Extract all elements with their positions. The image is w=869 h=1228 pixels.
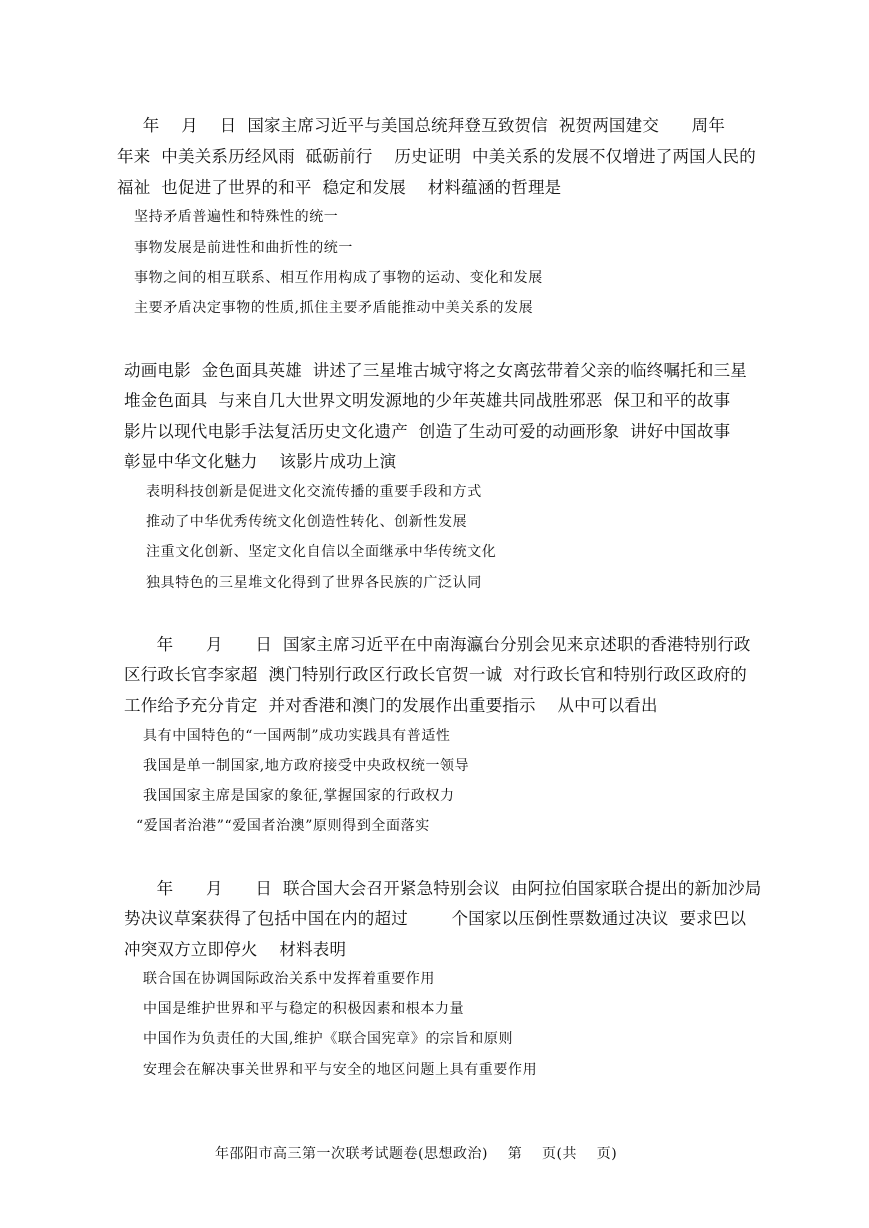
question-stem-line: 工作给予充分肯定 并对香港和澳门的发展作出重要指示 从中可以看出 [124, 696, 658, 715]
footer-text: 年邵阳市高三第一次联考试题卷(思想政治) 第 页(共 页) [215, 1146, 618, 1162]
option-b: 中国是维护世界和平与稳定的积极因素和根本力量 [143, 1001, 465, 1017]
question-stem-line: 区行政长官李家超 澳门特别行政区行政长官贺一诚 对行政长官和特别行政区政府的 [124, 665, 747, 684]
option-c: 事物之间的相互联系、相互作用构成了事物的运动、变化和发展 [134, 270, 543, 286]
question-stem-line: 年来 中美关系历经风雨 砥砺前行 历史证明 中美关系的发展不仅增进了两国人民的 [117, 147, 756, 166]
option-c: 注重文化创新、坚定文化自信以全面继承中华传统文化 [146, 544, 497, 560]
question-stem-line: 彰显中华文化魅力 该影片成功上演 [124, 452, 397, 471]
question-stem-line: 年 月 日 国家主席习近平在中南海瀛台分别会见来京述职的香港特别行政 [124, 635, 751, 654]
page-footer [0, 1127, 869, 1181]
option-c: 中国作为负责任的大国,维护《联合国宪章》的宗旨和原则 [143, 1031, 514, 1047]
option-a: 表明科技创新是促进文化交流传播的重要手段和方式 [146, 484, 482, 500]
option-c: 我国国家主席是国家的象征,掌握国家的行政权力 [143, 788, 455, 804]
option-a: 具有中国特色的“一国两制”成功实践具有普适性 [143, 728, 451, 744]
question-stem-line: 福祉 也促进了世界的和平 稳定和发展 材料蕴涵的哲理是 [117, 178, 562, 197]
option-d: 独具特色的三星堆文化得到了世界各民族的广泛认同 [146, 575, 482, 591]
option-d: 安理会在解决事关世界和平与安全的地区问题上具有重要作用 [143, 1062, 538, 1078]
question-stem-line: 冲突双方立即停火 材料表明 [124, 940, 347, 959]
option-a: 联合国在协调国际政治关系中发挥着重要作用 [143, 971, 435, 987]
option-d: 主要矛盾决定事物的性质,抓住主要矛盾能推动中美关系的发展 [134, 300, 534, 316]
question-stem-line: 动画电影 金色面具英雄 讲述了三星堆古城守将之女离弦带着父亲的临终嘱托和三星 [124, 361, 747, 380]
question-stem-line: 势决议草案获得了包括中国在内的超过 个国家以压倒性票数通过决议 要求巴以 [124, 909, 747, 928]
option-b: 我国是单一制国家,地方政府接受中央政权统一领导 [143, 758, 470, 774]
option-b: 事物发展是前进性和曲折性的统一 [134, 240, 353, 256]
option-a: 坚持矛盾普遍性和特殊性的统一 [134, 209, 339, 225]
question-stem-line: 堆金色面具 与来自几大世界文明发源地的少年英雄共同战胜邪恶 保卫和平的故事 [124, 391, 731, 410]
option-b: 推动了中华优秀传统文化创造性转化、创新性发展 [146, 514, 468, 530]
question-stem-line: 年 月 日 联合国大会召开紧急特别会议 由阿拉伯国家联合提出的新加沙局 [124, 879, 762, 898]
option-d: “爱国者治港”“爱国者治澳”原则得到全面落实 [136, 818, 430, 834]
question-stem-line: 影片以现代电影手法复活历史文化遗产 创造了生动可爱的动画形象 讲好中国故事 [124, 422, 731, 441]
question-stem-line: 年 月 日 国家主席习近平与美国总统拜登互致贺信 祝贺两国建交 周年 [121, 116, 726, 135]
